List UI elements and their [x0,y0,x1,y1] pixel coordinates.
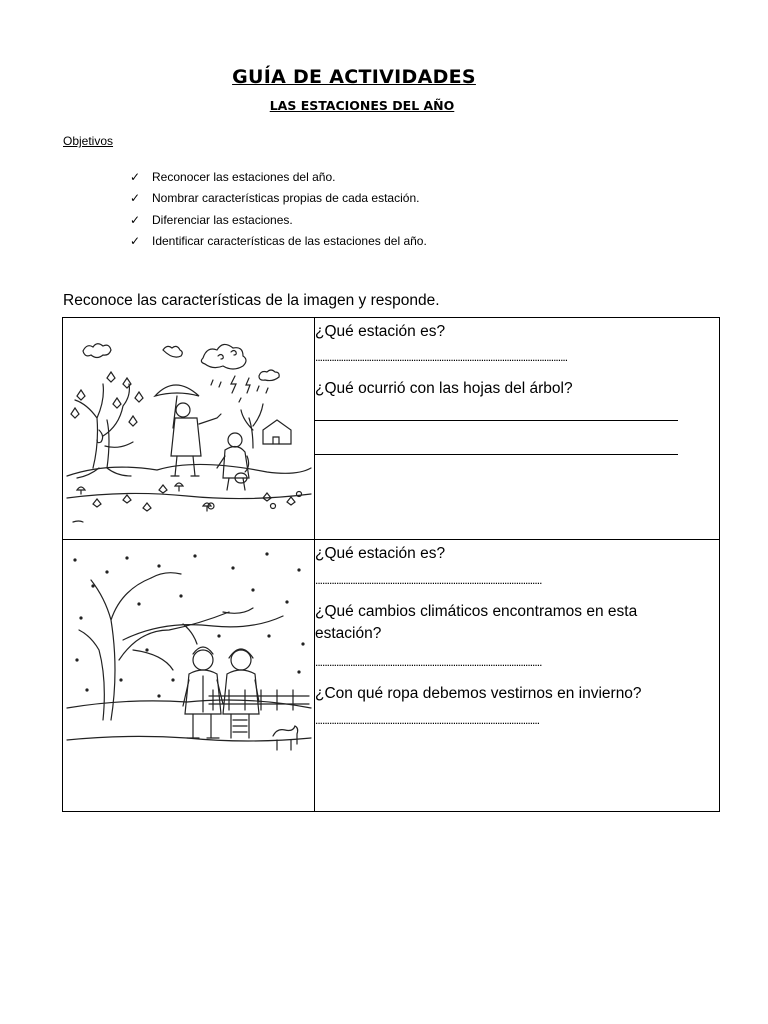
question-clothing: ¿Con qué ropa debemos vestirnos en invierno? [315,685,642,702]
answer-field-season[interactable]: ................................................................................................. [315,573,542,587]
objectives-list [130,166,427,252]
objectives-label: Objetivos [63,134,114,148]
list-item: ✓ Reconocer las estaciones del año. [130,169,336,184]
winter-scene-illustration [63,540,314,811]
checkmark-icon: ✓ [130,234,141,249]
answer-line[interactable] [315,454,678,455]
table-row [63,318,720,540]
page-subtitle: LAS ESTACIONES DEL AÑO [269,98,455,113]
list-item: ✓ Identificar características de las estaciones del año. [130,234,427,249]
answer-field-clothing[interactable]: ................................................................................................ [315,713,540,727]
image-cell [63,540,315,812]
checkmark-icon: ✓ [130,212,141,227]
worksheet-table [62,317,720,812]
checkmark-icon: ✓ [130,191,141,206]
image-cell [63,318,315,540]
checkmark-icon: ✓ [130,169,141,184]
answer-line[interactable] [315,420,678,421]
question-season: ¿Qué estación es? [315,545,446,562]
question-cell-autumn [315,318,720,540]
question-cell-winter [315,540,720,812]
list-item: ✓ Diferenciar las estaciones. [130,212,293,227]
table-row [63,540,720,812]
question-climate: ¿Qué cambios climáticos encontramos en esta estación? [315,603,638,642]
instruction-text: Reconoce las características de la imagen y responde. [63,292,440,309]
autumn-scene-illustration [63,318,314,539]
page-title: GUÍA DE ACTIVIDADES [232,66,476,88]
question-season: ¿Qué estación es? [315,323,446,340]
list-item: ✓ Nombrar características propias de cada estación. [130,191,420,206]
question-leaves: ¿Qué ocurrió con las hojas del árbol? [315,380,573,397]
answer-field-season[interactable]: ............................................................................................................ [315,350,568,364]
answer-field-climate[interactable]: ................................................................................................. [315,655,542,669]
